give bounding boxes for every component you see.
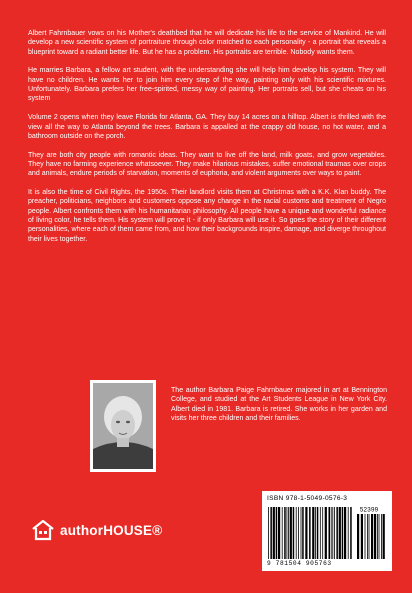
barcode-bar <box>357 514 359 559</box>
barcode-bar <box>309 507 311 559</box>
back-cover-blurb <box>28 29 386 253</box>
barcode-bar <box>374 514 376 559</box>
barcode-bar <box>296 507 297 559</box>
barcode-bar <box>305 507 307 559</box>
barcode-bar <box>361 514 363 559</box>
author-section <box>90 380 400 474</box>
barcode-bar <box>350 507 352 559</box>
barcode-bar <box>334 507 335 559</box>
barcode-bar <box>320 507 321 559</box>
barcode-bar <box>322 507 323 559</box>
barcode-bar <box>284 507 286 559</box>
barcode-bar <box>331 507 332 559</box>
barcode-bar <box>270 507 272 559</box>
isbn-barcode <box>262 491 392 571</box>
ean-digits: 9 781504 905763 <box>267 560 332 567</box>
barcode-bar <box>336 507 338 559</box>
barcode-bar <box>344 507 346 559</box>
publisher-name: authorHOUSE® <box>60 522 163 538</box>
blurb-paragraph: Albert Fahrnbauer vows on his Mother's deathbed that he will dedicate his life to the service of Mankind. He will develop a new scientific system of portraiture through color matched to each personality - a portrait that reveals a blueprint toward a radiant better life. But he has a problem. His portraits are terrible. Nobody wants them. <box>28 30 386 56</box>
barcode-bar <box>377 514 378 559</box>
barcode-bar <box>365 514 366 559</box>
author-bio: The author Barbara Paige Fahrnbauer majored in art at Bennington College, and studied at the Art Students League in New York City. Albert died in 1981. Barbara is retired. She works in her garden and visits her three children and their families. <box>171 387 387 423</box>
blurb-paragraph: They are both city people with romantic ideas. They want to live off the land, milk goats, and grow vegetables. They have no farming experience whatsoever. They make hilarious mistakes, suffer emotional traumas over crops and animals, endure periods of starvation, moments of euphoria, and violent arguments over ways to paint. <box>28 151 386 178</box>
barcode-bar <box>371 514 373 559</box>
barcode-bar <box>379 514 380 559</box>
barcode-bar <box>312 507 314 559</box>
barcode-bar <box>367 514 368 559</box>
barcode-bar <box>383 514 385 559</box>
isbn-label: ISBN 978-1-5049-0576-3 <box>267 495 348 502</box>
barcode-bar <box>329 507 331 559</box>
barcode-bars <box>267 505 389 559</box>
author-portrait-image <box>93 383 153 469</box>
barcode-bar <box>317 507 319 559</box>
barcode-bar <box>339 507 341 559</box>
barcode-bar <box>302 507 304 559</box>
blurb-paragraph: It is also the time of Civil Rights, the 1950s. Their landlord visits them at Christmas with a K.K. Klan buddy. The preacher, politicians, neighbors and customers oppose any change in the racial customs and treatment of Negro people. Albert confronts them with his humanitarian philosophy. All people have a unique and wonderful radiance of living color, he tells them. His system will prove it - if only Barbara will use it. So goes the story of their different personalities, where each of them came from, and how their backgrounds inspire, damage, and diverge throughout their lives together. <box>28 189 386 243</box>
barcode-bar <box>315 507 316 559</box>
barcode-bar <box>293 507 295 559</box>
barcode-bar <box>325 507 327 559</box>
barcode-bar <box>342 507 344 559</box>
barcode-bar <box>298 507 299 559</box>
blurb-paragraph: He marries Barbara, a fellow art student, with the understanding she will help him develop his system. They will have no children. He wants her to join him every step of the way, painting only with his scientific mixtures. Unfortunately. Barbara prefers her free-spirited, messy way of painting. Her portraits sell, but she cheats on his system <box>28 67 386 103</box>
barcode-bar <box>332 507 333 559</box>
barcode-bar <box>278 507 280 559</box>
barcode-bar <box>301 507 302 559</box>
barcode-bar <box>276 507 278 559</box>
barcode-bar <box>282 507 283 559</box>
publisher-logo <box>31 518 162 542</box>
barcode-bar <box>381 514 382 559</box>
barcode-bar <box>268 507 269 559</box>
barcode-addon: 52399 <box>359 506 379 514</box>
barcode-bar <box>369 514 370 559</box>
barcode-bar <box>287 507 288 559</box>
author-photo <box>90 380 156 472</box>
barcode-bar <box>288 507 289 559</box>
barcode-bar <box>348 507 349 559</box>
barcode-bar <box>290 507 292 559</box>
house-logo-icon <box>31 518 55 542</box>
blurb-paragraph: Volume 2 opens when they leave Florida for Atlanta, GA. They buy 14 acres on a hilltop. Albert is thrilled with the view all the way to Atlanta beyond the trees. Barbara is appalled at the crappy old house, no hot water, and a bathroom outside on the porch. <box>28 114 386 140</box>
barcode-bar <box>273 507 275 559</box>
